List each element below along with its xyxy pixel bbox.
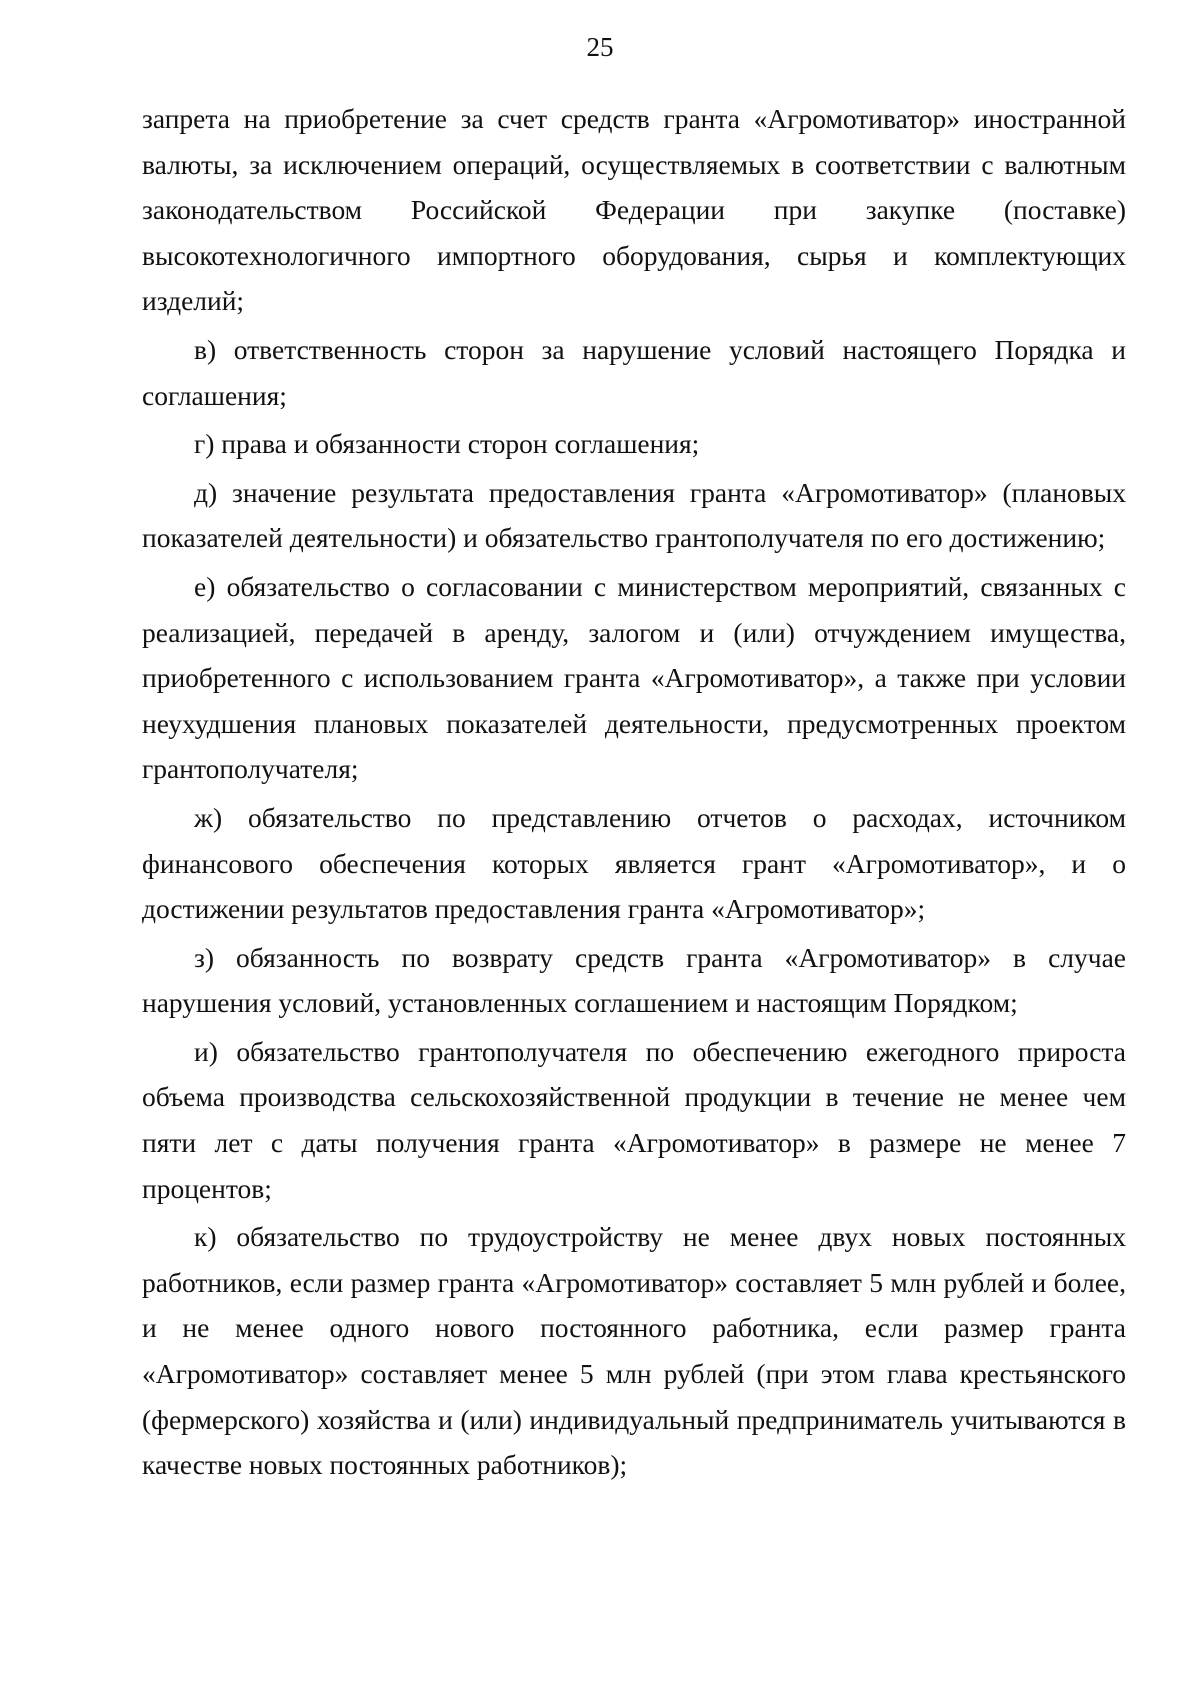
paragraph-item-zh: ж) обязательство по представлению отчетов о расходах, источником финансового обеспечения которых является грант «Агромотиватор», и о достижении результатов предоставления гранта «Агромотиватор»; (142, 801, 1126, 925)
paragraph-item-z: з) обязанность по возврату средств гранта «Агромотиватор» в случае нарушения условий, установленных соглашением и настоящим Порядком; (142, 941, 1126, 1019)
document-body (142, 96, 1126, 1491)
paragraph-item-d: д) значение результата предоставления гранта «Агромотиватор» (плановых показателей деятельности) и обязательство грантополучателя по его достижению; (142, 476, 1126, 554)
paragraph-item-i: и) обязательство грантополучателя по обеспечению ежегодного прироста объема производства сельскохозяйственной продукции в течение не менее чем пяти лет с даты получения гранта «Агромотиватор» в размере не менее 7 процентов; (142, 1035, 1126, 1204)
paragraph-item-g: г) права и обязанности сторон соглашения; (194, 428, 700, 460)
paragraph-item-k: к) обязательство по трудоустройству не менее двух новых постоянных работников, если размер гранта «Агромотиватор» составляет 5 млн рублей и более, и не менее одного нового постоянного работника, если размер гранта «Агромотиватор» составляет менее 5 млн рублей (при этом глава крестьянского (фермерского) хозяйства и (или) индивидуальный предприниматель учитываются в качестве новых постоянных работников); (142, 1221, 1126, 1481)
paragraph-continuation: запрета на приобретение за счет средств гранта «Агромотиватор» иностранной валюты, за исключением операций, осуществляемых в соответствии с валютным законодательством Российской Федерации при закупке (поставке) высокотехнологичного импортного оборудования, сырья и комплектующих изделий; (142, 103, 1126, 317)
paragraph-item-v: в) ответственность сторон за нарушение условий настоящего Порядка и соглашения; (142, 333, 1126, 411)
paragraph-item-e: е) обязательство о согласовании с министерством мероприятий, связанных с реализацией, передачей в аренду, залогом и (или) отчуждением имущества, приобретенного с использованием гранта «Агромотиватор», а также при условии неухудшения плановых показателей деятельности, предусмотренных проектом грантополучателя; (142, 570, 1126, 785)
page-number: 25 (586, 32, 614, 62)
